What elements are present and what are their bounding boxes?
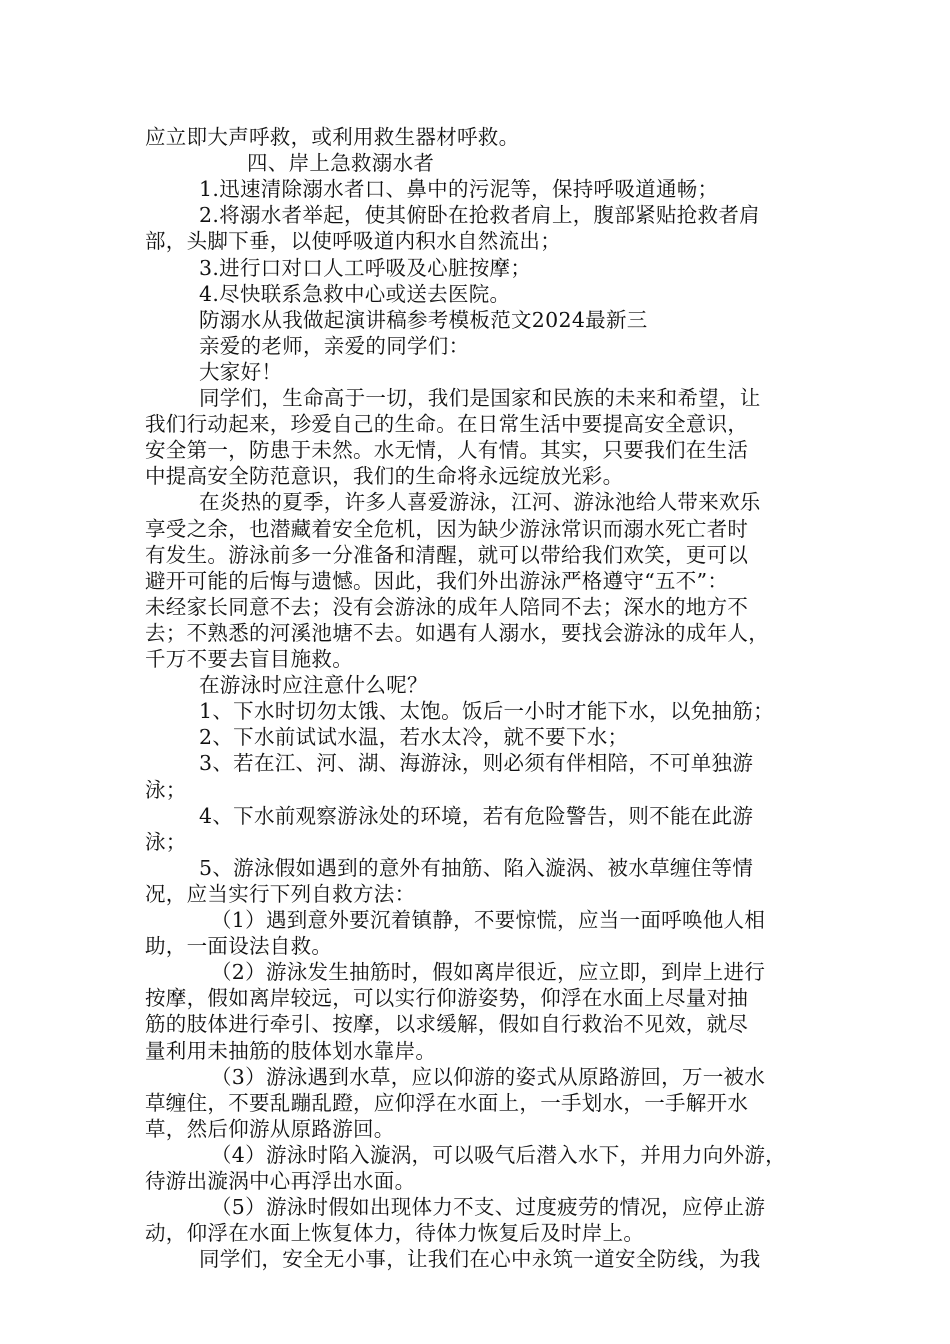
text-line: 大家好！ xyxy=(199,359,283,384)
text-line: （5）游泳时假如出现体力不支、过度疲劳的情况，应停止游 xyxy=(211,1195,766,1220)
text-line: 泳； xyxy=(145,777,187,802)
text-line: 5、游泳假如遇到的意外有抽筋、陷入漩涡、被水草缠住等情 xyxy=(199,855,754,880)
text-line: 同学们，安全无小事，让我们在心中永筑一道安全防线，为我 xyxy=(199,1247,761,1272)
text-line: 部，头脚下垂，以使呼吸道内积水自然流出； xyxy=(145,229,561,254)
text-line: 在游泳时应注意什么呢？ xyxy=(199,673,428,698)
text-line: 筋的肢体进行牵引、按摩，以求缓解，假如自行救治不见效，就尽 xyxy=(145,1012,749,1037)
text-line: （4）游泳时陷入漩涡，可以吸气后潜入水下，并用力向外游， xyxy=(211,1142,786,1167)
text-line: 泳； xyxy=(145,829,187,854)
text-line: 草缠住，不要乱蹦乱蹬，应仰浮在水面上，一手划水，一手解开水 xyxy=(145,1090,749,1115)
text-line: 量利用未抽筋的肢体划水靠岸。 xyxy=(145,1038,437,1063)
text-line: 未经家长同意不去；没有会游泳的成年人陪同不去；深水的地方不 xyxy=(145,594,749,619)
text-line: 3.进行口对口人工呼吸及心脏按摩； xyxy=(199,255,532,280)
text-line: 动，仰浮在水面上恢复体力，待体力恢复后及时岸上。 xyxy=(145,1221,645,1246)
text-line: 千万不要去盲目施救。 xyxy=(145,647,353,671)
text-line: 1、下水时切勿太饿、太饱。饭后一小时才能下水，以免抽筋； xyxy=(199,699,774,724)
text-line: 待游出漩涡中心再浮出水面。 xyxy=(145,1169,416,1193)
text-line: 安全第一，防患于未然。水无情，人有情。其实，只要我们在生活 xyxy=(145,438,749,463)
text-line: 助，一面设法自救。 xyxy=(145,934,333,959)
document-title: 防溺水从我做起演讲稿参考模板范文2024最新三 xyxy=(199,307,648,332)
text-line: 3、若在江、河、湖、海游泳，则必须有伴相陪，不可单独游 xyxy=(199,751,754,776)
text-line: 4.尽快联系急救中心或送去医院。 xyxy=(199,281,511,306)
text-line: 况，应当实行下列自救方法： xyxy=(145,881,416,906)
text-line: 避开可能的后悔与遗憾。因此，我们外出游泳严格遵守“五不”： xyxy=(145,568,729,593)
text-line: 应立即大声呼救，或利用救生器材呼救。 xyxy=(145,125,520,149)
text-line: 去；不熟悉的河溪池塘不去。如遇有人溺水，要找会游泳的成年人， xyxy=(145,620,769,645)
text-line: 亲爱的老师，亲爱的同学们： xyxy=(199,333,470,358)
text-line: 草，然后仰游从原路游回。 xyxy=(145,1116,395,1141)
text-line: 2.将溺水者举起，使其俯卧在抢救者肩上，腹部紧贴抢救者肩 xyxy=(199,203,760,228)
text-line: 按摩，假如离岸较远，可以实行仰游姿势，仰浮在水面上尽量对抽 xyxy=(145,986,749,1011)
text-line: 4、下水前观察游泳处的环境，若有危险警告，则不能在此游 xyxy=(199,803,754,828)
text-line: 在炎热的夏季，许多人喜爱游泳，江河、游泳池给人带来欢乐 xyxy=(199,490,761,515)
section-heading: 四、岸上急救溺水者 xyxy=(247,151,435,176)
text-line: 1.迅速清除溺水者口、鼻中的污泥等，保持呼吸道通畅； xyxy=(199,177,719,202)
text-line: 同学们，生命高于一切，我们是国家和民族的未来和希望，让 xyxy=(199,386,761,410)
text-line: （2）游泳发生抽筋时，假如离岸很近，应立即，到岸上进行 xyxy=(211,960,766,985)
text-line: 享受之余，也潜藏着安全危机，因为缺少游泳常识而溺水死亡者时 xyxy=(145,516,749,541)
text-line: 有发生。游泳前多一分准备和清醒，就可以带给我们欢笑，更可以 xyxy=(145,542,749,567)
text-line: 我们行动起来，珍爱自己的生命。在日常生活中要提高安全意识， xyxy=(145,412,749,437)
text-line: 2、下水前试试水温，若水太冷，就不要下水； xyxy=(199,725,629,750)
text-line: （3）游泳遇到水草，应以仰游的姿式从原路游回，万一被水 xyxy=(211,1064,766,1089)
text-line: （1）遇到意外要沉着镇静，不要惊慌，应当一面呼唤他人相 xyxy=(211,908,766,932)
text-line: 中提高安全防范意识，我们的生命将永远绽放光彩。 xyxy=(145,464,624,489)
